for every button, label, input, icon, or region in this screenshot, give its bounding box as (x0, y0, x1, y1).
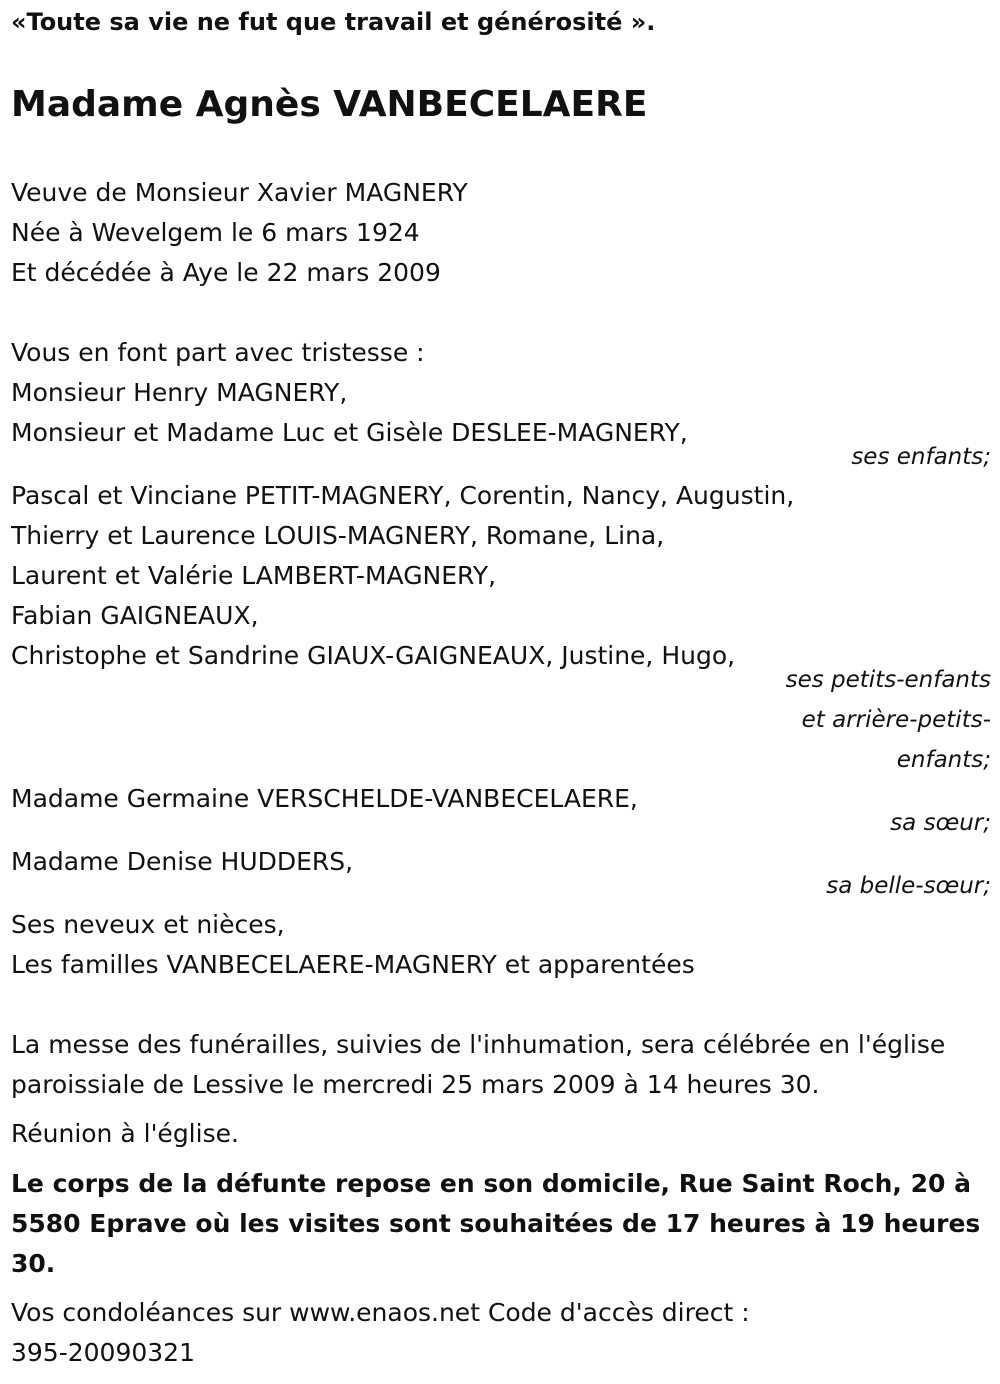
motto-quote: «Toute sa vie ne fut que travail et générosité ». (11, 8, 656, 36)
deceased-name: Madame Agnès VANBECELAERE (11, 84, 648, 125)
visitation-line: 5580 Eprave où les visites sont souhaitées de 17 heures à 19 heures (11, 1209, 981, 1238)
visitation-line: Le corps de la défunte repose en son domicile, Rue Saint Roch, 20 à (11, 1169, 971, 1198)
grandchild-line: Christophe et Sandrine GIAUX-GAIGNEAUX, Justine, Hugo, (11, 641, 736, 670)
grandchild-line: Thierry et Laurence LOUIS-MAGNERY, Romane, Lina, (11, 521, 665, 550)
others-line: Ses neveux et nièces, (11, 910, 285, 939)
meeting-line: Réunion à l'église. (11, 1119, 239, 1148)
condolences-code: 395-20090321 (11, 1338, 195, 1367)
sister-in-law-role: sa belle-sœur; (826, 873, 991, 899)
visitation-line: 30. (11, 1249, 56, 1278)
funeral-line: paroissiale de Lessive le mercredi 25 mars 2009 à 14 heures 30. (11, 1070, 820, 1099)
funeral-line: La messe des funérailles, suivies de l'inhumation, sera célébrée en l'église (11, 1030, 946, 1059)
children-role: ses enfants; (851, 444, 991, 470)
grandchild-line: Laurent et Valérie LAMBERT-MAGNERY, (11, 561, 497, 590)
announcement-intro: Vous en font part avec tristesse : (11, 338, 425, 367)
child-name: Monsieur Henry MAGNERY, (11, 378, 348, 407)
sister-name: Madame Germaine VERSCHELDE-VANBECELAERE, (11, 784, 638, 813)
condolences-line: Vos condoléances sur www.enaos.net Code d'accès direct : (11, 1298, 750, 1327)
grandchildren-role: et arrière-petits- (801, 707, 991, 733)
widow-of-line: Veuve de Monsieur Xavier MAGNERY (11, 178, 468, 207)
grandchildren-role: ses petits-enfants (785, 667, 991, 693)
death-line: Et décédée à Aye le 22 mars 2009 (11, 258, 441, 287)
others-line: Les familles VANBECELAERE-MAGNERY et apparentées (11, 950, 695, 979)
sister-in-law-name: Madame Denise HUDDERS, (11, 847, 354, 876)
grandchild-line: Pascal et Vinciane PETIT-MAGNERY, Corentin, Nancy, Augustin, (11, 481, 795, 510)
sister-role: sa sœur; (890, 810, 991, 836)
child-name: Monsieur et Madame Luc et Gisèle DESLEE-MAGNERY, (11, 418, 688, 447)
grandchildren-role: enfants; (896, 747, 991, 773)
grandchild-line: Fabian GAIGNEAUX, (11, 601, 259, 630)
birth-line: Née à Wevelgem le 6 mars 1924 (11, 218, 420, 247)
